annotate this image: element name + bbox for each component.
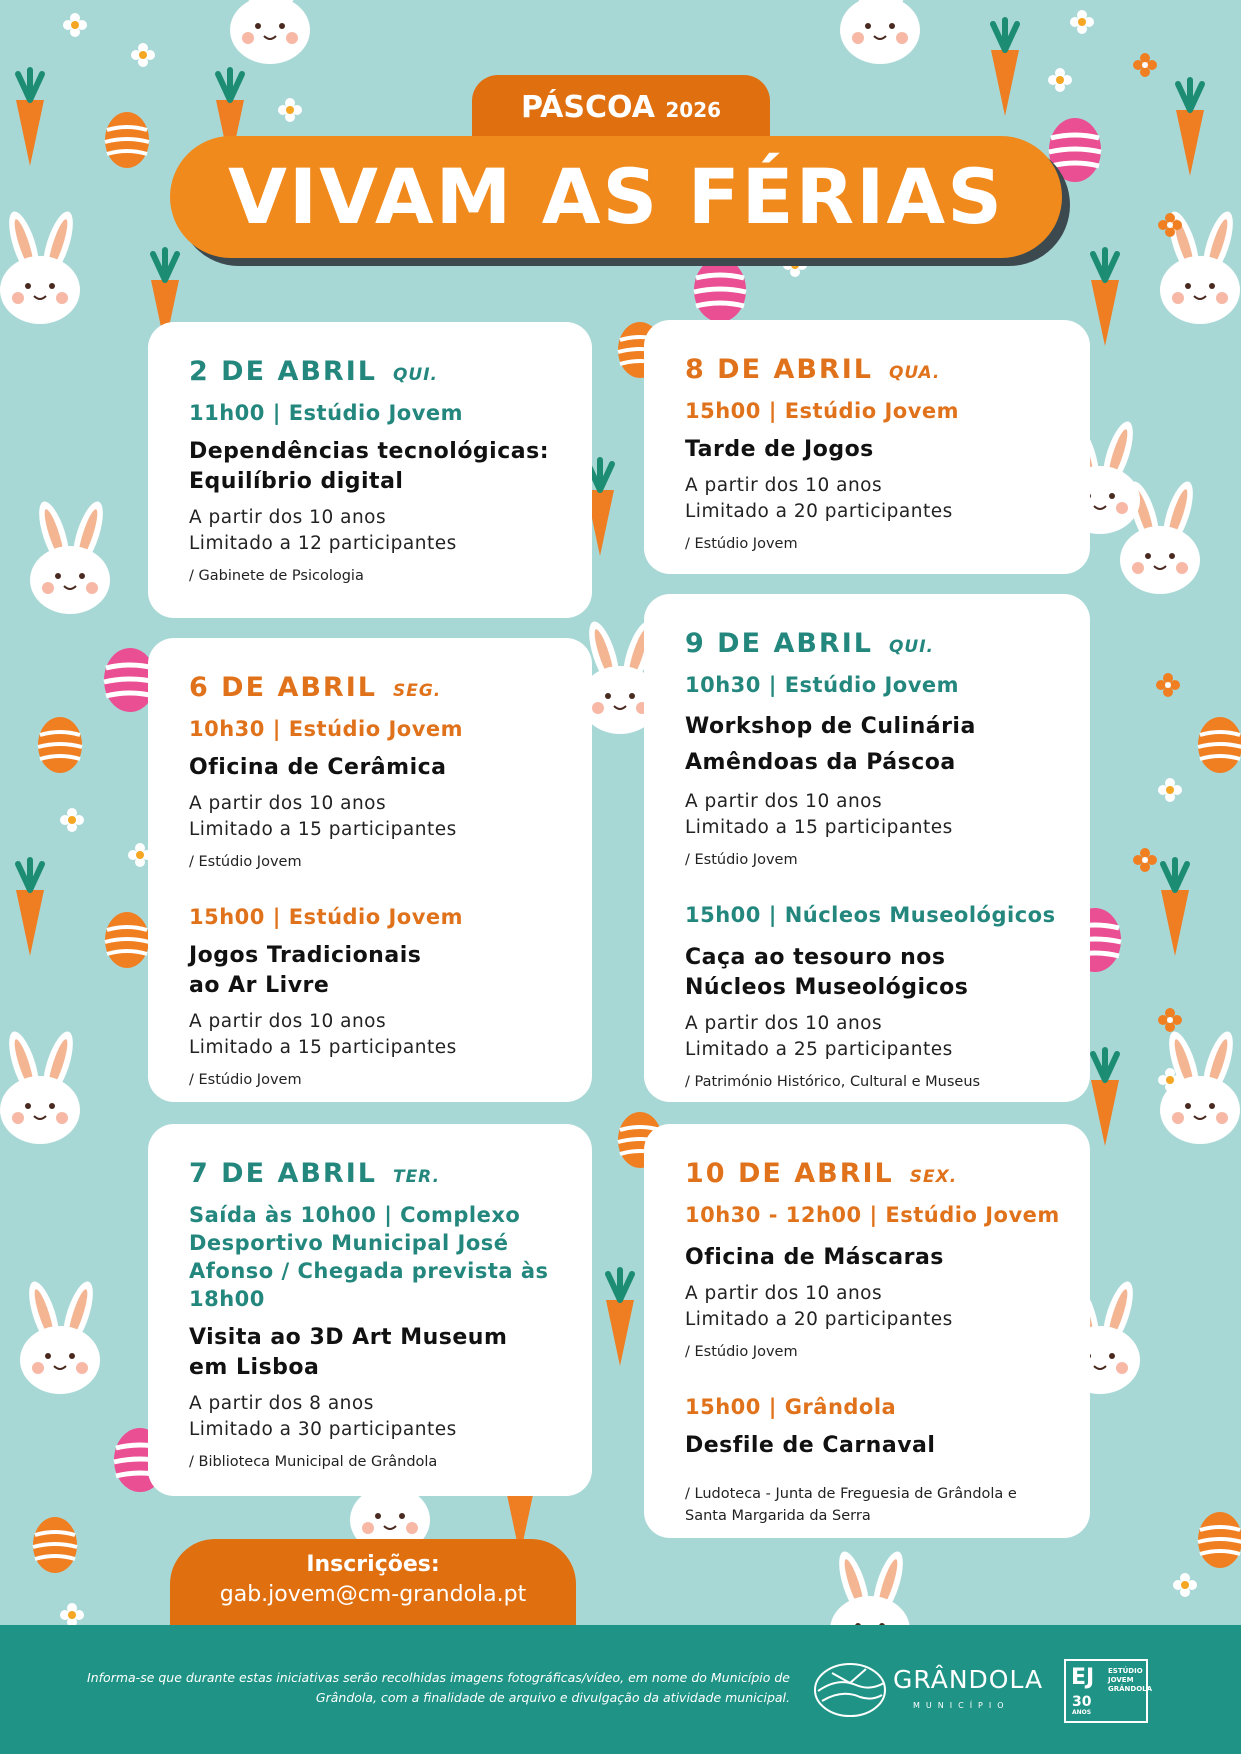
event-age: A partir dos 10 anos — [189, 793, 387, 814]
event-organizer: / Estúdio Jovem — [189, 1072, 302, 1088]
event-title: Tarde de Jogos — [685, 437, 874, 462]
card-6-abril — [148, 638, 592, 1102]
event-time: 10h30 - 12h00 | Estúdio Jovem — [685, 1203, 1060, 1227]
card-day: 10 DE ABRIL — [685, 1158, 894, 1189]
event-title: Desfile de Carnaval — [685, 1433, 936, 1458]
event-limit: Limitado a 15 participantes — [189, 1037, 457, 1058]
card-day: 6 DE ABRIL — [189, 672, 377, 703]
event-age: A partir dos 10 anos — [685, 791, 883, 812]
event-age: A partir dos 10 anos — [685, 475, 883, 496]
event-time: 10h30 | Estúdio Jovem — [189, 717, 464, 741]
card-day: 2 DE ABRIL — [189, 356, 377, 387]
event-age: A partir dos 10 anos — [685, 1013, 883, 1034]
event-title: Jogos Tradicionais ao Ar Livre — [189, 943, 422, 998]
card-weekday: TER. — [392, 1167, 441, 1187]
event-limit: Limitado a 25 participantes — [685, 1039, 953, 1060]
event-age: A partir dos 10 anos — [685, 1283, 883, 1304]
card-weekday: SEG. — [392, 681, 442, 701]
event-title: Visita ao 3D Art Museum em Lisboa — [189, 1325, 508, 1380]
event-time: 10h30 | Estúdio Jovem — [685, 673, 960, 697]
card-weekday: QUI. — [888, 637, 935, 657]
card-8-abril — [644, 320, 1090, 574]
event-title: Oficina de Cerâmica — [189, 755, 447, 780]
event-limit: Limitado a 12 participantes — [189, 533, 457, 554]
card-weekday: SEX. — [909, 1167, 958, 1187]
event-organizer: / Estúdio Jovem — [189, 854, 302, 870]
event-organizer: / Estúdio Jovem — [685, 852, 798, 868]
event-organizer: / Património Histórico, Cultural e Museus — [685, 1074, 981, 1090]
municipality-sub: MUNICÍPIO — [913, 1701, 1010, 1710]
event-time: 11h00 | Estúdio Jovem — [189, 401, 464, 425]
event-limit: Limitado a 15 participantes — [685, 817, 953, 838]
event-title: Oficina de Máscaras — [685, 1245, 944, 1270]
footer — [0, 1625, 1241, 1754]
tag-year: 2026 — [665, 98, 722, 122]
event-limit: Limitado a 20 participantes — [685, 1309, 953, 1330]
municipality-name: GRÂNDOLA — [893, 1665, 1044, 1694]
card-10-abril — [644, 1124, 1090, 1538]
registration-box — [170, 1539, 576, 1629]
event-limit: Limitado a 30 participantes — [189, 1419, 457, 1440]
event-title: Workshop de Culinária Amêndoas da Páscoa — [685, 714, 976, 775]
ej-text: ESTÚDIO JOVEM GRÂNDOLA — [1108, 1667, 1153, 1693]
event-organizer: / Gabinete de Psicologia — [189, 568, 364, 584]
card-9-abril — [644, 594, 1090, 1102]
event-time: Saída às 10h00 | Complexo Desportivo Municipal José Afonso / Chegada prevista às 18h00 — [189, 1203, 549, 1311]
event-age: A partir dos 8 anos — [189, 1393, 374, 1414]
event-time: 15h00 | Núcleos Museológicos — [685, 903, 1056, 927]
event-organizer: / Estúdio Jovem — [685, 1344, 798, 1360]
page-title: VIVAM AS FÉRIAS — [170, 136, 1062, 258]
grandola-logo-icon — [812, 1661, 888, 1719]
card-day: 9 DE ABRIL — [685, 628, 873, 659]
card-7-abril — [148, 1124, 592, 1496]
event-limit: Limitado a 15 participantes — [189, 819, 457, 840]
event-age: A partir dos 10 anos — [189, 507, 387, 528]
tag-label: PÁSCOA — [520, 90, 655, 125]
event-age: A partir dos 10 anos — [189, 1011, 387, 1032]
event-organizer: / Biblioteca Municipal de Grândola — [189, 1454, 438, 1470]
ej-years-label: ANOS — [1072, 1709, 1092, 1716]
registration-email[interactable]: gab.jovem@cm-grandola.pt — [219, 1582, 527, 1607]
registration-label: Inscrições: — [306, 1552, 440, 1577]
event-organizer: / Estúdio Jovem — [685, 536, 798, 552]
image-notice: Informa-se que durante estas iniciativas serão recolhidas imagens fotográficas/vídeo, em nome do Município de Grândola, com a finalidade de arquivo e divulgação da atividade municipal. — [87, 1670, 790, 1705]
card-day: 8 DE ABRIL — [685, 354, 873, 385]
card-weekday: QUI. — [392, 365, 439, 385]
event-time: 15h00 | Estúdio Jovem — [685, 399, 960, 423]
ej-years-number: 30 — [1072, 1694, 1092, 1710]
event-limit: Limitado a 20 participantes — [685, 501, 953, 522]
event-time: 15h00 | Grândola — [685, 1395, 897, 1419]
card-2-abril — [148, 322, 592, 618]
pascoa-tag — [472, 75, 770, 145]
event-title: Dependências tecnológicas: Equilíbrio digital — [189, 439, 550, 494]
estudio-jovem-logo — [1064, 1659, 1153, 1723]
event-time: 15h00 | Estúdio Jovem — [189, 905, 464, 929]
card-weekday: QUA. — [888, 363, 941, 383]
event-title: Caça ao tesouro nos Núcleos Museológicos — [685, 945, 969, 1000]
ej-letters: EJ — [1071, 1665, 1095, 1690]
event-organizer: / Ludoteca - Junta de Freguesia de Grândola e Santa Margarida da Serra — [685, 1486, 1017, 1524]
card-day: 7 DE ABRIL — [189, 1158, 377, 1189]
ej-years — [1072, 1695, 1091, 1717]
